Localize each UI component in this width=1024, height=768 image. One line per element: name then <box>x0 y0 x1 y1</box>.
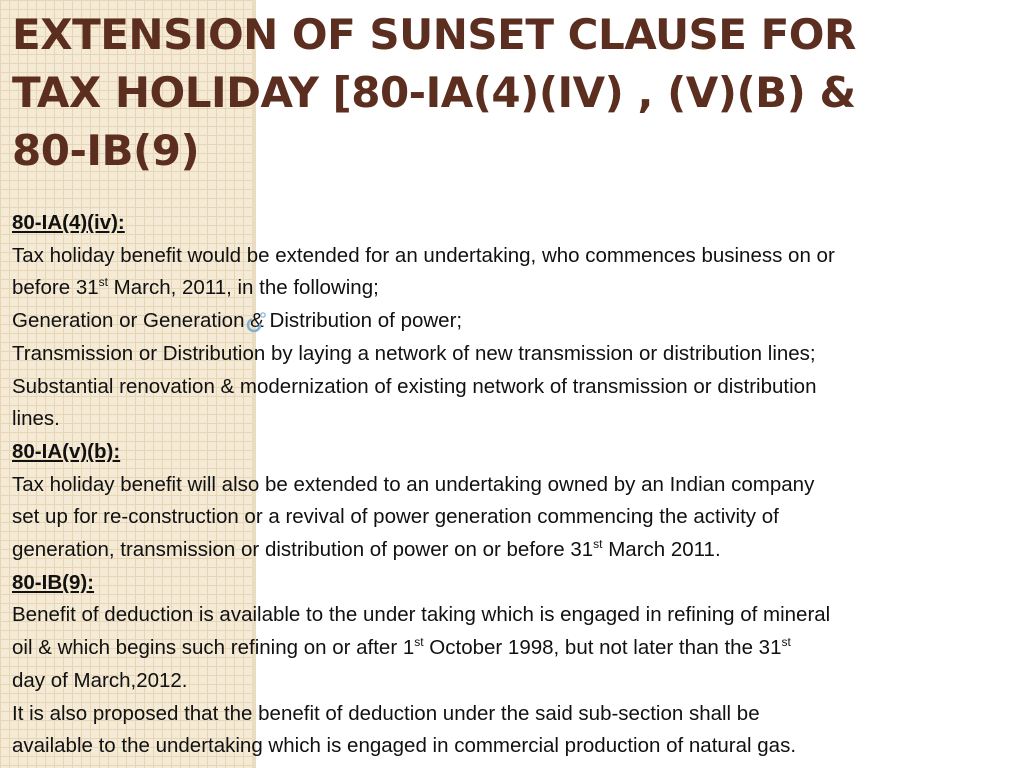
title-line: 80-IB(9) <box>12 126 200 175</box>
ordinal-suffix: st <box>593 537 603 552</box>
text-run: March, 2011, in the following; <box>107 276 379 300</box>
title-line: EXTENSION OF SUNSET CLAUSE FOR <box>12 10 856 59</box>
body-line: Tax holiday benefit would be extended for an undertaking, who commences business on or <box>12 243 835 267</box>
body-line: Tax holiday benefit will also be extended to an undertaking owned by an Indian company <box>12 472 815 496</box>
text-run: generation, transmission or distribution of power on or before 31 <box>12 538 594 562</box>
body-line: Transmission or Distribution by laying a network of new transmission or distribution lines; <box>12 341 816 365</box>
body-line: Substantial renovation & modernization of existing network of transmission or distribution <box>12 374 817 398</box>
section-heading-80-ia-4-iv: 80-IA(4)(iv): <box>12 211 125 234</box>
body-line <box>12 272 1012 305</box>
section-heading-80-ia-v-b: 80-IA(v)(b): <box>12 439 121 463</box>
ordinal-suffix: st <box>414 635 424 650</box>
body-line <box>12 632 1012 665</box>
body-line: day of March,2012. <box>12 668 188 692</box>
text-run: October 1998, but not later than the 31 <box>423 636 782 660</box>
body-line <box>12 534 1012 567</box>
slide-title <box>12 6 1016 180</box>
body-line: It is also proposed that the benefit of deduction under the said sub-section shall be <box>12 701 760 725</box>
slide-body <box>12 207 1012 763</box>
ordinal-suffix: st <box>781 635 791 650</box>
body-line: lines. <box>12 407 60 431</box>
ordinal-suffix: st <box>98 275 108 290</box>
busy-cursor-icon <box>245 312 267 334</box>
title-line: TAX HOLIDAY [80-IA(4)(IV) , (V)(B) & <box>12 68 856 117</box>
text-run: before 31 <box>12 276 99 300</box>
text-run: oil & which begins such refining on or after 1 <box>12 636 415 660</box>
body-line: Generation or Generation & Distribution of power; <box>12 309 463 333</box>
text-run: March 2011. <box>602 538 721 562</box>
section-heading-80-ib-9: 80-IB(9): <box>12 570 95 594</box>
body-line: available to the undertaking which is engaged in commercial production of natural gas. <box>12 734 797 758</box>
body-line: set up for re-construction or a revival of power generation commencing the activity of <box>12 505 779 529</box>
body-line: Benefit of deduction is available to the under taking which is engaged in refining of mineral <box>12 603 831 627</box>
